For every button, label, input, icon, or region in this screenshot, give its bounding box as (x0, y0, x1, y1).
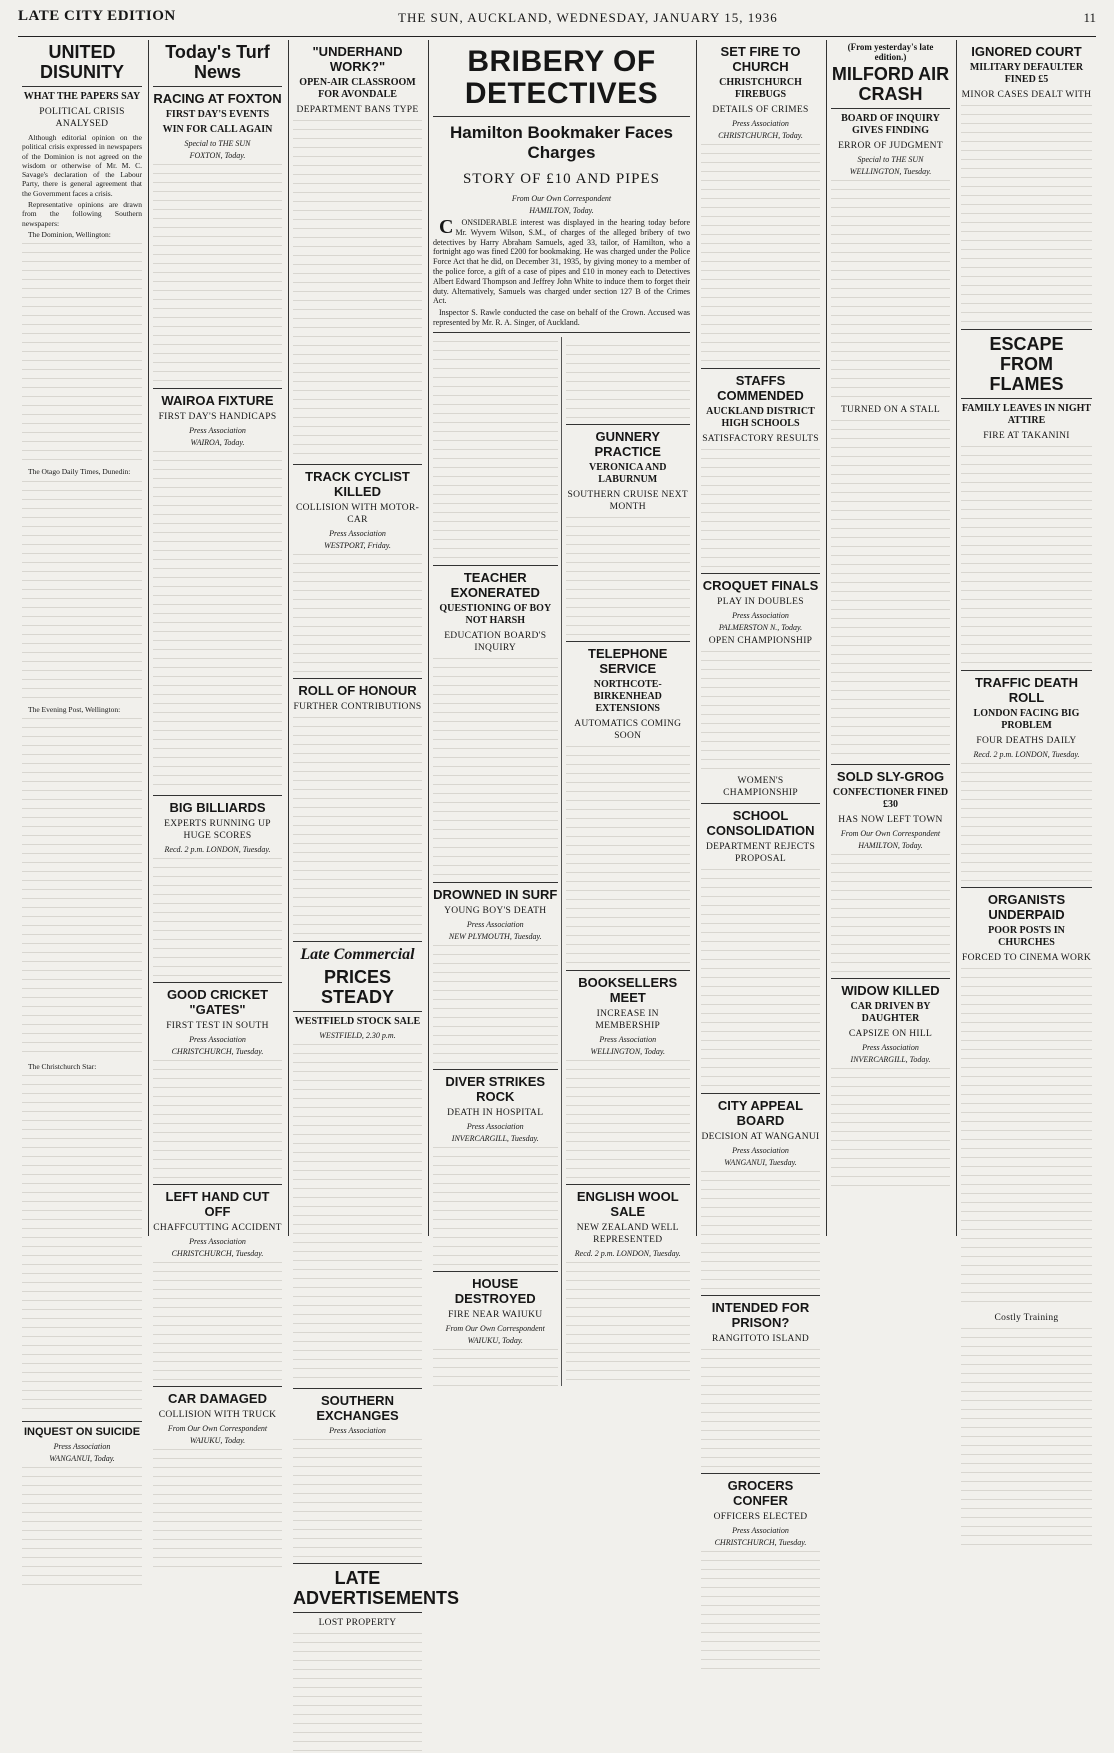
illegible-body-text (831, 1068, 950, 1188)
subheading: WOMEN'S CHAMPIONSHIP (723, 776, 798, 798)
deck: POLITICAL CRISIS ANALYSED (39, 107, 125, 129)
deck: MILITARY DEFAULTER FINED £5 (969, 62, 1084, 85)
divider (701, 368, 820, 369)
illegible-body-text (22, 481, 142, 701)
place: WELLINGTON, Today. (590, 1046, 665, 1056)
divider (433, 332, 690, 333)
headline-turf-news: Today's Turf News (153, 42, 282, 87)
divider (293, 1388, 422, 1389)
headline: "UNDERHAND WORK?" (312, 44, 403, 74)
source: From Our Own Correspondent (445, 1323, 545, 1333)
headline: LATE ADVERTISEMENTS (293, 1568, 422, 1613)
divider (433, 1069, 558, 1070)
illegible-body-text (701, 651, 820, 771)
source: Press Association (732, 119, 789, 128)
divider (701, 1295, 820, 1296)
illegible-body-text (293, 1633, 422, 1753)
headline: ROLL OF HONOUR (298, 683, 417, 698)
illegible-body-text (22, 718, 142, 1058)
illegible-body-text (293, 1044, 422, 1384)
deck: LONDON FACING BIG PROBLEM (973, 708, 1080, 731)
headline: BIG BILLIARDS (169, 800, 266, 815)
place: WANGANUI, Today. (49, 1454, 115, 1464)
headline: TRAFFIC DEATH ROLL (974, 675, 1079, 705)
illegible-body-text (831, 420, 950, 760)
deck: AUTOMATICS COMING SOON (574, 718, 682, 741)
lead-paragraph: CONSIDERABLE interest was displayed in the hearing today before Mr. Wyvern Wilson, S.M., of charges of the alleged bribery of two detectives by Harry Abraham Samuels, aged 33, tailor, of Hamilton, who a fortnight ago was fined £200 for bookmaking. He was charged under the Police Force Act that he did, on December 31, 1935, by giving money to a member of the police force, a gift of a case of pipes and £10 in money each to Detectives Albert Edward Thompson and Jeffrey John White to induce them to forget their duty. Alternatively, Samuels was charged under section 127 B of the Crimes Act. (433, 216, 690, 306)
place: PALMERSTON N., Today. (718, 623, 803, 632)
deck: RANGITOTO ISLAND (711, 1334, 810, 1344)
source: Press Association (732, 1526, 789, 1535)
column-4-lead (428, 40, 694, 1345)
masthead (18, 6, 1096, 37)
illegible-body-text (566, 1060, 691, 1180)
deck: WIN FOR CALL AGAIN (162, 124, 273, 135)
source: Press Association (53, 1442, 111, 1452)
source: Press Association (329, 1426, 386, 1435)
place: WAIUKU, Today. (189, 1436, 246, 1445)
illegible-race-results (153, 164, 282, 384)
divider (433, 882, 558, 883)
deck: DEATH IN HOSPITAL (447, 1107, 544, 1118)
illegible-body-text (961, 968, 1092, 1308)
paragraph: Representative opinions are drawn from the following Southern newspapers: (22, 200, 142, 228)
headline: ORGANISTS UNDERPAID (987, 892, 1066, 922)
headline: GUNNERY PRACTICE (594, 428, 661, 459)
deck: NORTHCOTE-BIRKENHEAD EXTENSIONS (593, 678, 662, 714)
source: From Our Own Correspondent (511, 194, 612, 203)
source: Press Association (599, 1034, 657, 1044)
source: Special to THE SUN (857, 155, 924, 164)
paragraph: The Christchurch Star: (28, 1061, 97, 1071)
illegible-body-text (153, 1060, 282, 1180)
headline: TELEPHONE SERVICE (588, 645, 668, 676)
headline: INTENDED FOR PRISON? (711, 1300, 810, 1330)
column-6 (826, 40, 954, 1236)
divider (566, 1184, 691, 1185)
deck: QUESTIONING OF BOY NOT HARSH (439, 602, 552, 626)
divider (701, 1093, 820, 1094)
illegible-body-text (701, 1551, 820, 1671)
illegible-body-text (831, 180, 950, 400)
headline-united-disunity: UNITED DISUNITY (22, 42, 142, 87)
lead-paragraph: Inspector S. Rawle conducted the case on behalf of the Crown. Accused was represented by Mr. R. A. Singer, of Auckland. (433, 308, 690, 327)
headline: WAIROA FIXTURE (161, 393, 274, 408)
deck: COLLISION WITH TRUCK (158, 1410, 277, 1420)
deck: WHAT THE PAPERS SAY (23, 91, 141, 102)
illegible-body-text (433, 945, 558, 1065)
headline: STAFFS COMMENDED (717, 373, 804, 403)
source: Press Association (189, 1035, 246, 1044)
deck: CHAFFCUTTING ACCIDENT (153, 1223, 282, 1233)
headline: BOOKSELLERS MEET (578, 974, 678, 1005)
deck: MINOR CASES DEALT WITH (961, 90, 1092, 100)
deck: OPEN-AIR CLASSROOM FOR AVONDALE (299, 77, 416, 100)
headline: TEACHER EXONERATED (450, 569, 540, 600)
headline: PRICES STEADY (293, 967, 422, 1012)
illegible-body-text (22, 1075, 142, 1415)
subheading: TURNED ON A STALL (840, 405, 941, 415)
place: WAIROA, Today. (190, 438, 245, 447)
deck: DECISION AT WANGANUI (701, 1132, 820, 1142)
illegible-body-text (701, 1349, 820, 1469)
paragraph: The Evening Post, Wellington: (28, 704, 121, 714)
paragraph: The Otago Daily Times, Dunedin: (28, 467, 131, 477)
lead-subcolumns (433, 337, 690, 1386)
divider (701, 1473, 820, 1474)
divider (293, 941, 422, 942)
column-7 (956, 40, 1096, 1323)
headline: RACING AT FOXTON (153, 91, 282, 106)
headline: CAR DAMAGED (168, 1391, 267, 1406)
deck: CONFECTIONER FINED £30 (832, 787, 949, 810)
illegible-body-text (22, 243, 142, 463)
source: From Our Own Correspondent (840, 829, 941, 838)
deck: FIRST TEST IN SOUTH (166, 1021, 269, 1031)
deck: INCREASE IN MEMBERSHIP (595, 1008, 661, 1031)
deck: PLAY IN DOUBLES (717, 597, 804, 607)
illegible-body-text (566, 1262, 691, 1382)
headline: SET FIRE TO CHURCH (720, 44, 801, 74)
subheading: Costly Training (994, 1313, 1059, 1323)
illegible-body-text (961, 1328, 1092, 1548)
illegible-body-text (153, 1449, 282, 1569)
divider (566, 970, 691, 971)
illegible-body-text (153, 858, 282, 978)
deck: HAS NOW LEFT TOWN (838, 815, 943, 825)
place: HAMILTON, Today. (858, 841, 923, 850)
deck: POOR POSTS IN CHURCHES (988, 925, 1065, 948)
divider (153, 388, 282, 389)
illegible-body-text (433, 1147, 558, 1267)
divider (701, 803, 820, 804)
headline: ENGLISH WOOL SALE (576, 1188, 679, 1219)
illegible-body-text (701, 1171, 820, 1291)
deck: BOARD OF INQUIRY GIVES FINDING (841, 113, 940, 136)
headline: CITY APPEAL BOARD (717, 1098, 804, 1128)
illegible-body-text (293, 120, 422, 460)
place: INVERCARGILL, Today. (850, 1055, 931, 1064)
source: From Our Own Correspondent (167, 1424, 268, 1433)
divider (153, 1184, 282, 1185)
deck: COLLISION WITH MOTOR-CAR (295, 503, 420, 525)
place: CHRISTCHURCH, Today. (718, 131, 803, 140)
headline-milford-crash: MILFORD AIR CRASH (831, 64, 950, 109)
divider (566, 641, 691, 642)
column-2 (148, 40, 286, 1445)
lead-deck: STORY OF £10 AND PIPES (462, 171, 661, 187)
divider (961, 670, 1092, 671)
divider (433, 565, 558, 566)
source: Press Association (732, 1146, 789, 1155)
headline: INQUEST ON SUICIDE (23, 1426, 141, 1439)
illegible-body-text (701, 449, 820, 569)
deck: CHRISTCHURCH FIREBUGS (719, 77, 802, 100)
source: Press Association (466, 1121, 524, 1131)
place: Recd. 2 p.m. LONDON, Tuesday. (973, 750, 1080, 759)
divider (293, 678, 422, 679)
illegible-body-text (153, 1262, 282, 1382)
headline: CROQUET FINALS (702, 578, 819, 593)
divider (293, 464, 422, 465)
deck: FURTHER CONTRIBUTIONS (293, 702, 422, 712)
divider (153, 982, 282, 983)
source: Press Association (189, 1237, 246, 1246)
deck: DEPARTMENT REJECTS PROPOSAL (705, 842, 816, 864)
divider (153, 795, 282, 796)
illegible-handicaps (153, 451, 282, 791)
dateline: THE SUN, AUCKLAND, WEDNESDAY, JANUARY 15, 1936 (398, 10, 778, 25)
illegible-body-text (961, 763, 1092, 883)
headline: LEFT HAND CUT OFF (165, 1189, 270, 1219)
place: CHRISTCHURCH, Tuesday. (171, 1249, 264, 1258)
article-united-disunity (22, 42, 142, 1415)
illegible-body-text (566, 746, 691, 966)
illegible-body-text (293, 554, 422, 674)
headline: SOUTHERN EXCHANGES (316, 1393, 399, 1423)
source: Special to THE SUN (184, 139, 251, 148)
divider (293, 1563, 422, 1564)
illegible-body-text (433, 341, 558, 561)
place: WAIUKU, Today. (467, 1335, 523, 1345)
illegible-body-text (961, 105, 1092, 325)
deck: FIRE NEAR WAIUKU (448, 1309, 543, 1320)
divider (961, 329, 1092, 330)
deck: EDUCATION BOARD'S INQUIRY (444, 630, 547, 653)
place: WELLINGTON, Tuesday. (849, 167, 932, 176)
deck: SATISFACTORY RESULTS (702, 434, 819, 444)
source: Press Association (732, 611, 789, 620)
deck: AUCKLAND DISTRICT HIGH SCHOOLS (706, 406, 815, 429)
headline: DIVER STRIKES ROCK (445, 1073, 546, 1104)
deck: YOUNG BOY'S DEATH (444, 905, 547, 916)
place: CHRISTCHURCH, Tuesday. (171, 1047, 264, 1056)
kicker: (From yesterday's late edition.) (847, 42, 934, 62)
source: Press Association (466, 919, 524, 929)
deck: CAPSIZE ON HILL (848, 1029, 933, 1039)
section-heading: Late Commercial (300, 946, 415, 963)
illegible-body-text (831, 854, 950, 974)
deck: FORCED TO CINEMA WORK (961, 953, 1092, 963)
illegible-body-text (701, 144, 820, 364)
place: HAMILTON, Today. (529, 206, 594, 215)
deck: LOST PROPERTY (318, 1618, 397, 1628)
deck: OFFICERS ELECTED (713, 1512, 808, 1522)
deck: CAR DRIVEN BY DAUGHTER (850, 1001, 931, 1024)
source: Press Association (189, 426, 246, 435)
place: FOXTON, Today. (189, 151, 246, 160)
paragraph: Although editorial opinion on the political crisis expressed in newspapers of the Dominion is not agreed on the wisdom or otherwise of Mr. M. C. Savage's declaration of the Labour Party, there is general agreement that the Government faces a crisis. (22, 133, 142, 198)
headline: HOUSE DESTROYED (454, 1275, 536, 1306)
headline: SCHOOL CONSOLIDATION (706, 808, 815, 838)
source: Press Association (329, 529, 386, 538)
illegible-contributions-list (293, 717, 422, 937)
illegible-body-text (566, 517, 691, 637)
page-number: 11 (1083, 10, 1096, 25)
article-inquest (22, 1426, 142, 1587)
headline: DROWNED IN SURF (433, 886, 558, 902)
place: NEW PLYMOUTH, Tuesday. (448, 931, 542, 941)
headline: ESCAPE FROM FLAMES (961, 334, 1092, 399)
lead-headline: BRIBERY OF DETECTIVES (433, 46, 690, 117)
paragraph: The Dominion, Wellington: (28, 229, 111, 239)
headline: SOLD SLY-GROG (836, 769, 945, 784)
place: WESTPORT, Friday. (324, 541, 391, 550)
place: Recd. 2 p.m. LONDON, Tuesday. (574, 1248, 681, 1258)
source: Press Association (862, 1043, 919, 1052)
divider (22, 1421, 142, 1422)
headline: IGNORED COURT (971, 44, 1082, 59)
column-5 (696, 40, 824, 1547)
divider (566, 424, 691, 425)
subheading: OPEN CHAMPIONSHIP (708, 636, 813, 646)
divider (831, 764, 950, 765)
edition-label: LATE CITY EDITION (18, 8, 176, 24)
deck: FIRST DAY'S EVENTS (165, 109, 270, 120)
place: WANGANUI, Tuesday. (724, 1158, 797, 1167)
deck: FIRST DAY'S HANDICAPS (158, 412, 277, 422)
deck: SOUTHERN CRUISE NEXT MONTH (567, 489, 689, 512)
divider (961, 887, 1092, 888)
deck: DETAILS OF CRIMES (712, 105, 809, 115)
illegible-body-text (701, 869, 820, 1089)
deck: FAMILY LEAVES IN NIGHT ATTIRE (961, 403, 1092, 426)
deck: WESTFIELD STOCK SALE (294, 1016, 421, 1027)
deck: NEW ZEALAND WELL REPRESENTED (576, 1222, 679, 1245)
place: CHRISTCHURCH, Tuesday. (714, 1538, 807, 1547)
headline: WIDOW KILLED (841, 983, 940, 998)
headline: TRACK CYCLIST KILLED (305, 469, 410, 499)
divider (153, 1386, 282, 1387)
deck: FIRE AT TAKANINI (983, 431, 1070, 441)
deck: ERROR OF JUDGMENT (838, 141, 943, 151)
place: WESTFIELD, 2.30 p.m. (319, 1031, 396, 1040)
deck: VERONICA AND LABURNUM (588, 461, 667, 485)
column-3 (288, 40, 460, 1628)
illegible-body-text (22, 1467, 142, 1587)
deck: EXPERTS RUNNING UP HUGE SCORES (164, 819, 271, 841)
headline: GROCERS CONFER (727, 1478, 794, 1508)
illegible-body-text (433, 658, 558, 878)
place: INVERCARGILL, Tuesday. (451, 1133, 539, 1143)
place: Recd. 2 p.m. LONDON, Tuesday. (164, 845, 271, 854)
illegible-body-text (293, 1439, 422, 1559)
divider (701, 573, 820, 574)
column-1 (18, 40, 146, 1464)
divider (433, 1271, 558, 1272)
deck: DEPARTMENT BANS TYPE (296, 105, 419, 115)
headline: GOOD CRICKET "GATES" (166, 987, 269, 1017)
deck: FOUR DEATHS DAILY (976, 736, 1077, 746)
divider (831, 978, 950, 979)
illegible-body-text (961, 446, 1092, 666)
lead-subheadline: Hamilton Bookmaker Faces Charges (450, 123, 673, 162)
